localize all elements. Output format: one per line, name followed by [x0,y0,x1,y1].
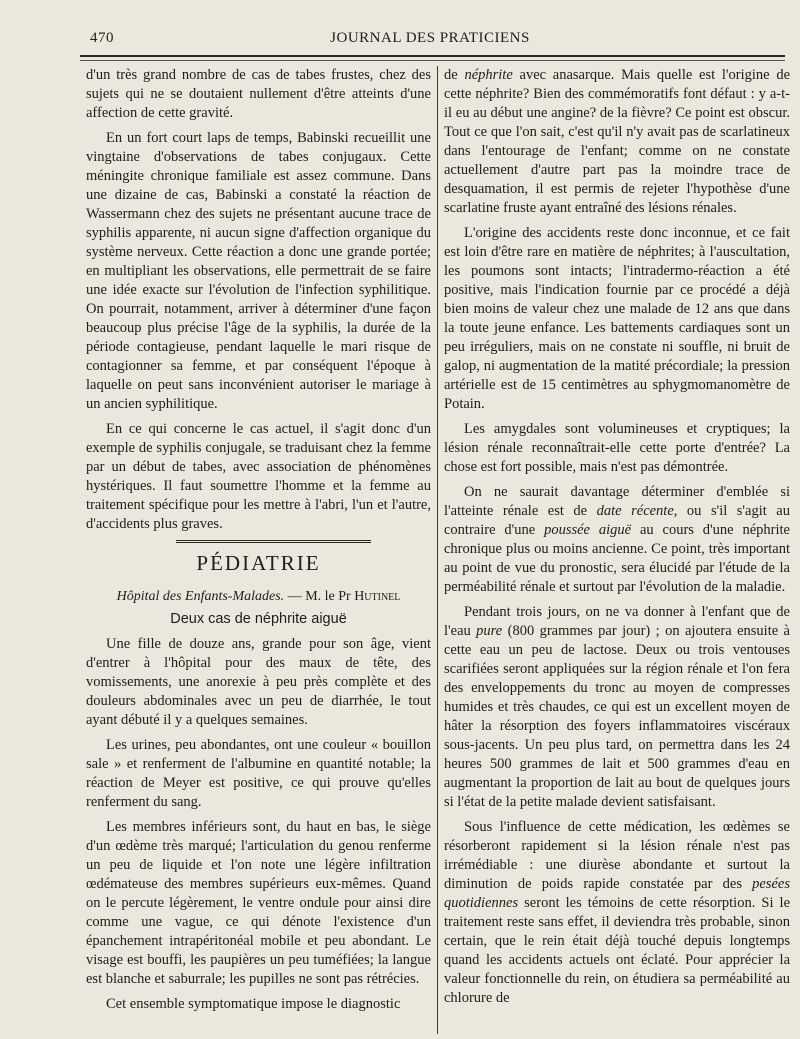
text-run: (800 grammes par jour) ; on ajoutera ensuite à cette eau un peu de lactose. Deux ou trois ventouses scarifiées seront appliquées sur la région rénale et l'on fera des enveloppements du tronc au moyen de compresses humides et très chaudes, ce qui est un excellent moyen de hâter la résorption des foyers inflammatoires viscéraux sous-jacents. Un peu plus tard, on permettra dans les 24 heures 500 grammes de lait et 500 grammes d'eau en augmentant la proportion de lait au bout de quelques jours si l'état de la petite malade devient satisfaisant. [444,623,790,810]
paragraph: Les urines, peu abondantes, ont une couleur « bouillon sale » et renferment de l'albumine en quantité notable; la réaction de Meyer est positive, ce qui prouve qu'elles renferment du sang. [86,737,431,810]
paragraph: d'un très grand nombre de cas de tabes frustes, chez des sujets qui ne se doutaient nullement d'être atteints d'une affection de cette gravité. [86,67,431,121]
page-header [80,28,780,52]
text-run: de [444,67,465,83]
paragraph: Les membres inférieurs sont, du haut en bas, le siège d'un œdème très marqué; l'articulation du genou renferme un peu de liquide et l'on note une légère infiltration œdémateuse des membres supérieurs eux-mêmes. Quand on le percute légèrement, le ventre ondule pour ainsi dire comme une vague, ce qui dénote l'existence d'un épanchement intrapéritonéal mobile et peu abondant. Le visage est bouffi, les paupières un peu tuméfiées; la langue est blanche et saburrale; les pupilles ne sont pas rétrécies. [86,819,431,987]
paragraph: L'origine des accidents reste donc inconnue, et ce fait est loin d'être rare en matière de néphrites; à l'auscultation, les poumons sont intacts; l'intradermo-réaction a été positive, mais l'indication fournie par ce procédé a déjà bien moins de valeur chez une malade de 12 ans que dans la toute jeune enfance. Les battements cardiaques sont un peu irréguliers, mais on ne constate ni souffle, ni bruit de galop, ni augmentation de la matité précordiale; la pression artérielle est de 15 centimètres au sphygmomanomètre de Potain. [444,225,790,412]
column-divider [437,66,438,1034]
paragraph: Cet ensemble symptomatique impose le diagnostic [106,996,401,1012]
text-run: Sous l'influence de cette médication, les œdèmes se résorberont rapidement si la lésion rénale n'est pas irrémédiable : une diurèse abondante et surtout la diminution de poids rapide constatée par des [444,819,790,892]
paragraph [444,818,790,1008]
byline-author: Hutinel [354,589,401,604]
journal-title: JOURNAL DES PRATICIENS [330,30,530,46]
article-title: Deux cas de néphrite aiguë [170,611,347,627]
paragraph [444,66,790,218]
article-byline [86,587,431,606]
page-number: 470 [90,30,114,46]
text-run: , ou s'il s'agit au contraire d'une [444,503,790,538]
paragraph [444,483,790,597]
header-rule [80,55,785,57]
emphasis: date récente [596,503,674,519]
emphasis: poussée aiguë [544,522,632,538]
byline-separator: — M. le Pr [284,589,355,604]
text-run: au cours d'une néphrite chronique plus ou moins ancienne. Ce point, très important au point de vue du pronostic, sera élucidé par l'étude de la perméabilité rénale et surtout par l'évolution de la maladie. [444,522,790,595]
text-run: avec anasarque. Mais quelle est l'origine de cette néphrite? Bien des commémoratifs font défaut : y a-t-il eu au début une angine? de la fièvre? Ce point est obscur. Tout ce que l'on sait, c'est qu'il n'y avait pas de scarlatineux dans l'entourage de l'enfant; comme on ne constate actuellement d'autre part pas la moindre trace de desquamation, il est permis de rejeter l'hypothèse d'une scarlatine fruste ayant entraîné des lésions rénales. [444,67,790,216]
emphasis: pesées quotidiennes [444,876,790,911]
paragraph: Les amygdales sont volumineuses et cryptiques; la lésion rénale reconnaîtrait-elle cette porte d'entrée? La chose est fort possible, mais n'est pas démontrée. [444,421,790,475]
header-rule-thin [80,60,785,61]
section-title: PÉDIATRIE [196,551,321,575]
left-column [86,66,431,1034]
text-run: seront les témoins de cette résorption. Si le traitement reste sans effet, il deviendra très probable, sinon certain, que le rein était déjà touché depuis longtemps quand les accidents actuels ont éclaté. Pour apprécier la valeur fonctionnelle du rein, on étudiera sa perméabilité au chlorure de [444,895,790,1006]
emphasis: néphrite [464,67,513,83]
text-run: Pendant trois jours, on ne va donner à l'enfant que de l'eau [444,604,790,639]
paragraph [444,603,790,812]
paragraph: Une fille de douze ans, grande pour son âge, vient d'entrer à l'hôpital pour des maux de tête, des vomissements, une anorexie à peu près complète et des douleurs abdominales avec un peu de diarrhée, le tout ayant débuté il y a quelques semaines. [86,636,431,728]
byline-place: Hôpital des Enfants-Malades. [116,589,285,604]
paragraph: En un fort court laps de temps, Babinski recueillit une vingtaine d'observations de tabes conjugaux. Cette méningite chronique familiale est assez commune. Dans une dizaine de cas, Babinski a constaté la réaction de Wassermann chez des sujets ne présentant aucune trace de syphilis apparente, ni aucun signe d'affection organique du système nerveux. Cette réaction a donc une grande portée; en multipliant les observations, elle permettrait de se faire une idée exacte sur l'évolution de l'infection syphilitique. On pourrait, notamment, arriver à déterminer d'une façon beaucoup plus précise l'âge de la syphilis, la durée de la période contagieuse, pendant laquelle le mari risque de contagionner sa femme, et par conséquent l'époque à laquelle on peut sans inconvénient autoriser le mariage à un ancien syphilitique. [86,130,431,412]
text-run: On ne saurait davantage déterminer d'emblée si l'atteinte rénale est de [444,484,790,519]
paragraph: En ce qui concerne le cas actuel, il s'agit donc d'un exemple de syphilis conjugale, se traduisant chez la femme par un début de tabes, avec association de phénomènes hystériques. Il faut soumettre l'homme et la femme au traitement spécifique pour les mettre à l'abri, l'un et l'autre, d'accidents plus graves. [86,421,431,532]
emphasis: pure [476,623,503,639]
right-column [444,66,790,1034]
section-divider [176,540,371,546]
